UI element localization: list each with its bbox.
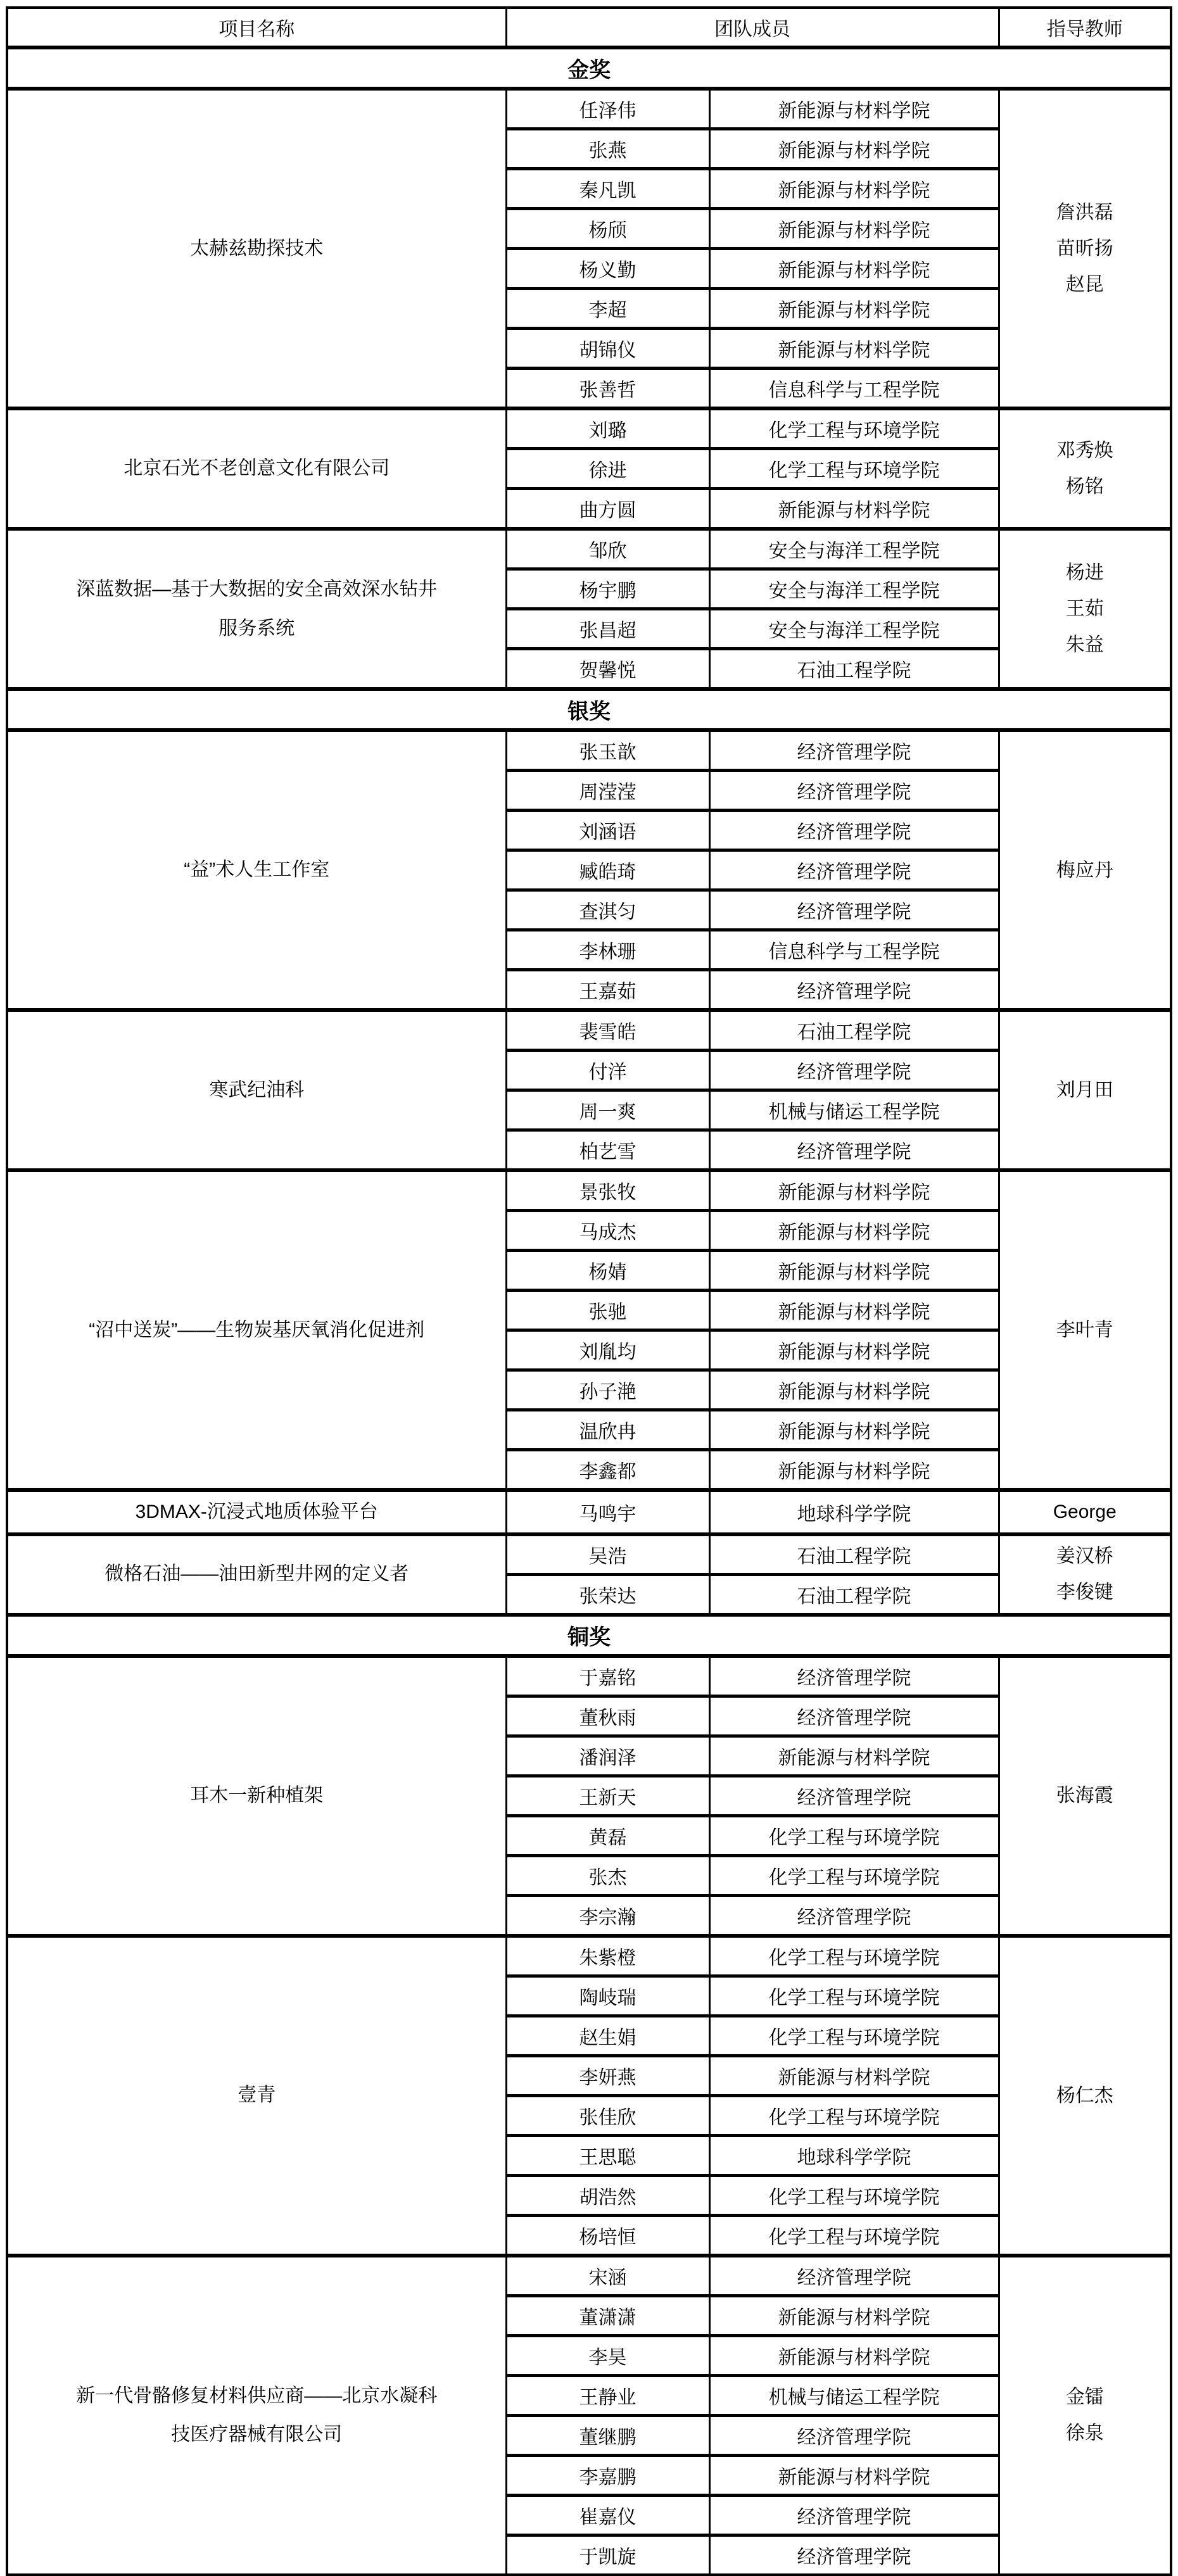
project-name-cell xyxy=(7,408,506,529)
member-college-cell: 经济管理学院 xyxy=(709,2535,999,2575)
member-name-cell: 王新天 xyxy=(506,1776,709,1815)
member-name-cell: 赵生娟 xyxy=(506,2016,709,2055)
advisor-name: 杨铭 xyxy=(1065,476,1104,497)
page xyxy=(0,6,1178,2576)
member-name-cell: 杨颀 xyxy=(506,209,709,249)
advisor-stack xyxy=(1001,1494,1170,1530)
member-name-cell: 柏艺雪 xyxy=(506,1130,709,1171)
member-college-cell: 化学工程与环境学院 xyxy=(709,1976,999,2016)
member-name-cell: 邹欣 xyxy=(506,529,709,569)
member-college-cell: 化学工程与环境学院 xyxy=(709,1855,999,1895)
award-label: 金奖 xyxy=(7,47,1171,89)
member-name-cell: 杨婧 xyxy=(506,1251,709,1291)
member-college-cell: 新能源与材料学院 xyxy=(709,1736,999,1776)
project-name-cell xyxy=(7,2256,506,2575)
advisor-stack xyxy=(1001,1777,1170,1814)
member-college-cell: 新能源与材料学院 xyxy=(709,2055,999,2095)
member-college-cell: 新能源与材料学院 xyxy=(709,1211,999,1251)
member-name-cell: 李鑫都 xyxy=(506,1450,709,1491)
member-college-cell: 石油工程学院 xyxy=(709,1574,999,1615)
advisor-stack xyxy=(1001,2078,1170,2114)
member-college-cell: 经济管理学院 xyxy=(709,1895,999,1936)
advisor-name: 赵昆 xyxy=(1065,274,1104,295)
member-name-cell: 吴浩 xyxy=(506,1534,709,1575)
table-body xyxy=(7,47,1171,2575)
project-name-cell xyxy=(7,1170,506,1490)
project-name-cell xyxy=(7,1490,506,1534)
table-row xyxy=(7,2256,1171,2296)
advisor-name: 詹洪磊 xyxy=(1056,202,1113,223)
member-college-cell: 经济管理学院 xyxy=(709,2495,999,2535)
advisor-cell xyxy=(999,1656,1171,1936)
member-college-cell: 经济管理学院 xyxy=(709,970,999,1011)
member-college-cell: 新能源与材料学院 xyxy=(709,289,999,329)
member-name-cell: 朱紫橙 xyxy=(506,1936,709,1976)
member-college-cell: 地球科学学院 xyxy=(709,2135,999,2175)
award-row xyxy=(7,1615,1171,1656)
advisor-name: 苗昕扬 xyxy=(1056,238,1113,259)
advisor-name: 徐泉 xyxy=(1065,2423,1104,2444)
member-name-cell: 董秋雨 xyxy=(506,1696,709,1736)
member-college-cell: 经济管理学院 xyxy=(709,730,999,771)
advisor-name: 刘月田 xyxy=(1056,1080,1113,1101)
member-name-cell: 黄磊 xyxy=(506,1815,709,1855)
member-name-cell: 陶岐瑞 xyxy=(506,1976,709,2016)
member-name-cell: 崔嘉仪 xyxy=(506,2495,709,2535)
member-name-cell: 张昌超 xyxy=(506,609,709,649)
member-college-cell: 新能源与材料学院 xyxy=(709,1291,999,1330)
header-row xyxy=(7,8,1171,47)
member-college-cell: 石油工程学院 xyxy=(709,1534,999,1575)
project-name: 太赫兹勘探技术 xyxy=(190,237,324,259)
member-college-cell: 新能源与材料学院 xyxy=(709,1170,999,1211)
award-label: 铜奖 xyxy=(7,1615,1171,1656)
member-name-cell: 张善哲 xyxy=(506,369,709,409)
table-row xyxy=(7,1534,1171,1575)
member-college-cell: 新能源与材料学院 xyxy=(709,129,999,169)
advisor-cell xyxy=(999,730,1171,1010)
header-advisor: 指导教师 xyxy=(999,8,1171,47)
project-name: 寒武纪油科 xyxy=(209,1079,305,1101)
member-college-cell: 新能源与材料学院 xyxy=(709,2335,999,2375)
member-college-cell: 新能源与材料学院 xyxy=(709,169,999,209)
member-name-cell: 马鸣宇 xyxy=(506,1490,709,1534)
project-name: “沼中送炭”——生物炭基厌氧消化促进剂 xyxy=(89,1319,425,1341)
member-name-cell: 温欣冉 xyxy=(506,1410,709,1450)
advisor-name: George xyxy=(1053,1501,1117,1523)
member-college-cell: 经济管理学院 xyxy=(709,1696,999,1736)
member-college-cell: 化学工程与环境学院 xyxy=(709,2016,999,2055)
member-college-cell: 经济管理学院 xyxy=(709,2415,999,2455)
advisor-name: 李俊键 xyxy=(1056,1582,1113,1603)
advisor-name: 姜汉桥 xyxy=(1056,1546,1113,1567)
member-college-cell: 经济管理学院 xyxy=(709,811,999,850)
member-college-cell: 新能源与材料学院 xyxy=(709,2295,999,2335)
advisor-name: 李叶青 xyxy=(1056,1320,1113,1341)
member-college-cell: 新能源与材料学院 xyxy=(709,489,999,529)
member-name-cell: 曲方圆 xyxy=(506,489,709,529)
member-name-cell: 刘胤均 xyxy=(506,1330,709,1370)
member-college-cell: 新能源与材料学院 xyxy=(709,209,999,249)
advisor-cell xyxy=(999,89,1171,408)
member-name-cell: 景张牧 xyxy=(506,1170,709,1211)
project-name-cell xyxy=(7,1936,506,2256)
member-name-cell: 李嘉鹏 xyxy=(506,2455,709,2495)
member-name-cell: 李宗瀚 xyxy=(506,1895,709,1936)
table-row xyxy=(7,1656,1171,1696)
table-row xyxy=(7,1936,1171,1976)
member-college-cell: 化学工程与环境学院 xyxy=(709,2095,999,2135)
member-college-cell: 经济管理学院 xyxy=(709,890,999,930)
member-name-cell: 李超 xyxy=(506,289,709,329)
member-name-cell: 刘涵语 xyxy=(506,811,709,850)
award-label: 银奖 xyxy=(7,689,1171,730)
project-name-cell xyxy=(7,730,506,1010)
table-row xyxy=(7,1170,1171,1211)
member-college-cell: 新能源与材料学院 xyxy=(709,249,999,289)
member-name-cell: 于嘉铭 xyxy=(506,1656,709,1696)
member-college-cell: 新能源与材料学院 xyxy=(709,89,999,129)
member-name-cell: 裴雪皓 xyxy=(506,1010,709,1051)
member-college-cell: 安全与海洋工程学院 xyxy=(709,609,999,649)
member-name-cell: 孙子滟 xyxy=(506,1370,709,1410)
table-row xyxy=(7,730,1171,771)
project-name-cell xyxy=(7,1534,506,1615)
member-college-cell: 新能源与材料学院 xyxy=(709,329,999,369)
table-row xyxy=(7,408,1171,449)
member-name-cell: 李昊 xyxy=(506,2335,709,2375)
table-header xyxy=(7,8,1171,47)
member-name-cell: 查淇匀 xyxy=(506,890,709,930)
member-name-cell: 杨宇鹏 xyxy=(506,569,709,609)
advisor-cell xyxy=(999,529,1171,689)
advisor-cell xyxy=(999,1534,1171,1615)
advisor-stack xyxy=(1001,2379,1170,2451)
project-name: “益”术人生工作室 xyxy=(184,859,330,881)
advisor-name: 张海霞 xyxy=(1056,1785,1113,1806)
table-row xyxy=(7,89,1171,129)
member-college-cell: 化学工程与环境学院 xyxy=(709,2175,999,2215)
member-college-cell: 新能源与材料学院 xyxy=(709,1410,999,1450)
advisor-name: 梅应丹 xyxy=(1056,859,1113,881)
member-name-cell: 董继鹏 xyxy=(506,2415,709,2455)
member-college-cell: 新能源与材料学院 xyxy=(709,1370,999,1410)
advisor-name: 金镭 xyxy=(1065,2387,1104,2408)
member-college-cell: 信息科学与工程学院 xyxy=(709,930,999,970)
advisor-name: 朱益 xyxy=(1065,635,1104,655)
member-name-cell: 臧皓琦 xyxy=(506,850,709,890)
member-name-cell: 王静业 xyxy=(506,2375,709,2415)
member-name-cell: 潘润泽 xyxy=(506,1736,709,1776)
advisor-stack xyxy=(1001,1538,1170,1610)
table-row xyxy=(7,529,1171,569)
member-name-cell: 宋涵 xyxy=(506,2256,709,2296)
member-name-cell: 张佳欣 xyxy=(506,2095,709,2135)
member-college-cell: 地球科学学院 xyxy=(709,1490,999,1534)
member-college-cell: 经济管理学院 xyxy=(709,1051,999,1090)
member-name-cell: 任泽伟 xyxy=(506,89,709,129)
header-project: 项目名称 xyxy=(7,8,506,47)
member-name-cell: 周滢滢 xyxy=(506,771,709,811)
member-name-cell: 王嘉茹 xyxy=(506,970,709,1011)
advisor-cell xyxy=(999,1936,1171,2256)
advisor-stack xyxy=(1001,432,1170,505)
header-team: 团队成员 xyxy=(506,8,999,47)
award-row xyxy=(7,689,1171,730)
member-college-cell: 化学工程与环境学院 xyxy=(709,449,999,489)
member-college-cell: 新能源与材料学院 xyxy=(709,1330,999,1370)
member-name-cell: 李妍燕 xyxy=(506,2055,709,2095)
advisor-stack xyxy=(1001,194,1170,303)
member-name-cell: 周一爽 xyxy=(506,1090,709,1130)
member-name-cell: 李林珊 xyxy=(506,930,709,970)
member-name-cell: 胡浩然 xyxy=(506,2175,709,2215)
member-college-cell: 经济管理学院 xyxy=(709,1776,999,1815)
advisor-cell xyxy=(999,1170,1171,1490)
award-row xyxy=(7,47,1171,89)
member-name-cell: 张驰 xyxy=(506,1291,709,1330)
advisor-cell xyxy=(999,1010,1171,1170)
table-row xyxy=(7,1490,1171,1534)
member-college-cell: 经济管理学院 xyxy=(709,1130,999,1171)
project-name-cell xyxy=(7,1656,506,1936)
advisor-cell xyxy=(999,408,1171,529)
member-college-cell: 石油工程学院 xyxy=(709,1010,999,1051)
member-name-cell: 贺馨悦 xyxy=(506,649,709,690)
member-college-cell: 新能源与材料学院 xyxy=(709,1450,999,1491)
member-college-cell: 安全与海洋工程学院 xyxy=(709,569,999,609)
member-college-cell: 安全与海洋工程学院 xyxy=(709,529,999,569)
member-name-cell: 刘璐 xyxy=(506,408,709,449)
advisor-name: 杨仁杰 xyxy=(1056,2085,1113,2106)
advisor-cell xyxy=(999,2256,1171,2575)
table-row xyxy=(7,1010,1171,1051)
member-name-cell: 王思聪 xyxy=(506,2135,709,2175)
member-name-cell: 张玉歆 xyxy=(506,730,709,771)
member-name-cell: 付洋 xyxy=(506,1051,709,1090)
member-name-cell: 张燕 xyxy=(506,129,709,169)
advisor-stack xyxy=(1001,852,1170,888)
awards-table xyxy=(6,6,1172,2576)
member-college-cell: 化学工程与环境学院 xyxy=(709,408,999,449)
member-college-cell: 机械与储运工程学院 xyxy=(709,1090,999,1130)
member-college-cell: 石油工程学院 xyxy=(709,649,999,690)
member-name-cell: 张荣达 xyxy=(506,1574,709,1615)
member-college-cell: 新能源与材料学院 xyxy=(709,1251,999,1291)
member-name-cell: 于凯旋 xyxy=(506,2535,709,2575)
member-name-cell: 胡锦仪 xyxy=(506,329,709,369)
member-college-cell: 经济管理学院 xyxy=(709,850,999,890)
member-name-cell: 董潇潇 xyxy=(506,2295,709,2335)
advisor-stack xyxy=(1001,555,1170,663)
member-college-cell: 经济管理学院 xyxy=(709,2256,999,2296)
project-name: 深蓝数据—基于大数据的安全高效深水钻井服务系统 xyxy=(76,579,438,639)
advisor-name: 邓秀焕 xyxy=(1056,440,1113,461)
member-name-cell: 杨培恒 xyxy=(506,2215,709,2256)
member-name-cell: 杨义勤 xyxy=(506,249,709,289)
member-college-cell: 信息科学与工程学院 xyxy=(709,369,999,409)
advisor-cell xyxy=(999,1490,1171,1534)
advisor-name: 王茹 xyxy=(1065,598,1104,619)
project-name-cell xyxy=(7,529,506,689)
member-college-cell: 化学工程与环境学院 xyxy=(709,2215,999,2256)
member-college-cell: 经济管理学院 xyxy=(709,1656,999,1696)
advisor-stack xyxy=(1001,1312,1170,1348)
member-college-cell: 化学工程与环境学院 xyxy=(709,1936,999,1976)
project-name: 壹青 xyxy=(238,2085,276,2106)
member-college-cell: 机械与储运工程学院 xyxy=(709,2375,999,2415)
project-name: 新一代骨骼修复材料供应商——北京水凝科技医疗器械有限公司 xyxy=(76,2385,438,2445)
advisor-stack xyxy=(1001,1072,1170,1108)
project-name-cell xyxy=(7,1010,506,1170)
member-name-cell: 马成杰 xyxy=(506,1211,709,1251)
advisor-name: 杨进 xyxy=(1065,562,1104,583)
project-name: 3DMAX-沉浸式地质体验平台 xyxy=(135,1501,378,1522)
member-college-cell: 经济管理学院 xyxy=(709,771,999,811)
project-name-cell xyxy=(7,89,506,408)
project-name: 微格石油——油田新型井网的定义者 xyxy=(104,1563,409,1585)
member-name-cell: 徐进 xyxy=(506,449,709,489)
project-name: 北京石光不老创意文化有限公司 xyxy=(124,458,390,479)
member-name-cell: 秦凡凯 xyxy=(506,169,709,209)
member-name-cell: 张杰 xyxy=(506,1855,709,1895)
member-college-cell: 新能源与材料学院 xyxy=(709,2455,999,2495)
member-college-cell: 化学工程与环境学院 xyxy=(709,1815,999,1855)
project-name: 耳木一新种植架 xyxy=(190,1784,324,1806)
